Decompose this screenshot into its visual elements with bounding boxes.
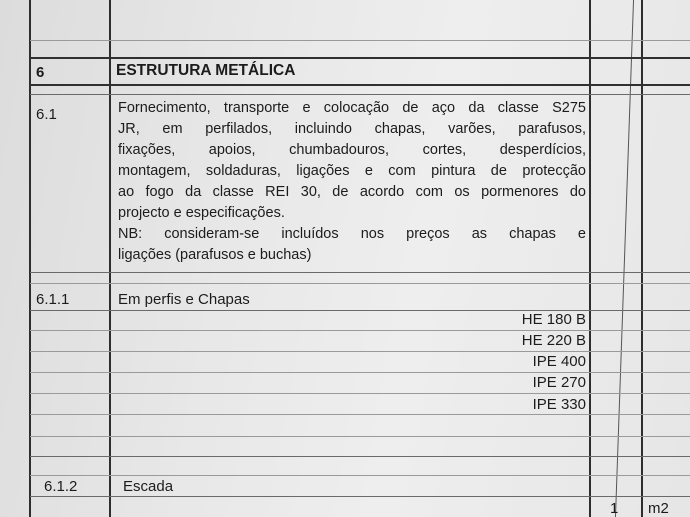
- row-rule: [30, 393, 690, 394]
- description-line: Fornecimento, transporte e colocação de aço da classe S275: [118, 100, 586, 116]
- description-line: projecto e especificações.: [118, 205, 285, 221]
- description-line: ligações (parafusos e buchas): [118, 247, 312, 263]
- description-line: ao fogo da classe REI 30, de acordo com os pormenores do: [118, 184, 586, 200]
- item-number: 6.1: [36, 106, 57, 123]
- left-border: [29, 0, 31, 517]
- row-rule: [30, 330, 690, 331]
- profile-label: IPE 270: [532, 374, 586, 391]
- description-line: fixações, apoios, chumbadouros, cortes, desperdícios,: [118, 142, 586, 158]
- item-number: 6.1.2: [44, 478, 78, 495]
- section-title: ESTRUTURA METÁLICA: [116, 62, 296, 79]
- section-top-rule: [30, 57, 690, 59]
- row-rule: [30, 94, 690, 95]
- row-rule: [30, 372, 690, 373]
- row-rule: [30, 436, 690, 437]
- row-rule: [30, 456, 690, 457]
- item-quantity: 1: [610, 500, 619, 517]
- section-number: 6: [36, 64, 45, 81]
- quantity-column-divider: [615, 0, 634, 517]
- item-number: 6.1.1: [36, 291, 70, 308]
- row-rule: [30, 310, 690, 311]
- description-line: JR, em perfilados, incluindo chapas, varões, parafusos,: [118, 121, 586, 137]
- profile-label: IPE 330: [532, 396, 586, 413]
- item-unit: m2: [648, 500, 669, 517]
- item-title: Em perfis e Chapas: [118, 291, 250, 308]
- code-column-divider: [109, 0, 111, 517]
- item-title: Escada: [123, 478, 174, 495]
- profile-label: IPE 400: [532, 353, 586, 370]
- description-column-divider: [589, 0, 591, 517]
- row-rule: [30, 40, 690, 41]
- row-rule: [30, 496, 690, 497]
- row-rule: [30, 414, 690, 415]
- description-line: NB: consideram-se incluídos nos preços as chapas e: [118, 226, 586, 242]
- description-line: montagem, soldaduras, ligações e com pintura de protecção: [118, 163, 586, 179]
- item-description: [118, 98, 586, 266]
- row-rule: [30, 272, 690, 273]
- unit-column-divider: [641, 0, 643, 517]
- row-rule: [30, 283, 690, 284]
- row-rule: [30, 475, 690, 476]
- profile-label: HE 220 B: [521, 332, 586, 349]
- profile-label: HE 180 B: [521, 311, 586, 328]
- section-bottom-rule: [30, 84, 690, 86]
- row-rule: [30, 351, 690, 352]
